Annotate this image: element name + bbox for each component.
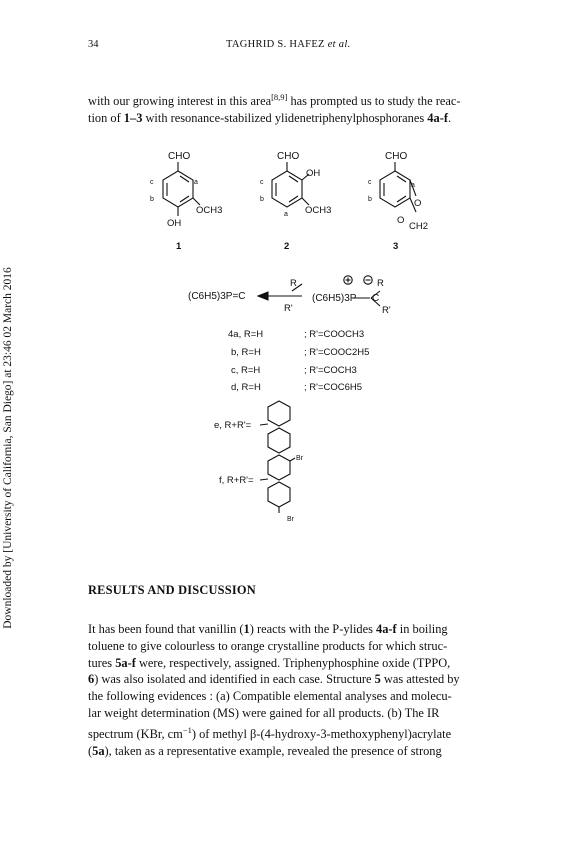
- ylide-left-r: R: [290, 278, 297, 289]
- list-4a-left: 4a, R=H: [228, 329, 264, 340]
- fluorenylidene-structure: [260, 401, 290, 453]
- compound-2-och3: OCH3: [305, 205, 332, 216]
- results-line-2: toluene to give colourless to orange crystalline products for which struc-: [88, 638, 448, 653]
- ylide-left-rprime: R': [284, 303, 293, 314]
- compound-2-structure: [272, 162, 309, 207]
- list-d-left: d, R=H: [231, 382, 261, 393]
- compound-2-oh: OH: [306, 168, 321, 179]
- list-e-label: e, R+R'=: [214, 420, 252, 431]
- ylide-right-rprime: R': [382, 305, 391, 316]
- list-4a-right: ; R'=COOCH3: [304, 329, 365, 340]
- results-line-8: (5a), taken as a representative example, revealed the presence of strong: [88, 743, 442, 758]
- ylide-right-r: R: [377, 278, 384, 289]
- compound-1-number: 1: [176, 241, 182, 252]
- list-b-left: b, R=H: [231, 347, 261, 358]
- dibromo-fluorenylidene-structure: [260, 455, 295, 513]
- running-title-authors: TAGHRID S. HAFEZ: [226, 39, 325, 50]
- bromo-label-bottom: Br: [287, 516, 294, 523]
- list-b-right: ; R'=COOC2H5: [304, 347, 370, 358]
- results-line-4: 6) was also isolated and identified in each case. Structure 5 was attested by: [88, 672, 460, 687]
- compound-1-sub-c: c: [150, 179, 154, 186]
- compound-1-oh: OH: [167, 218, 182, 229]
- results-paragraph: [88, 621, 495, 760]
- intro-line-2: tion of 1–3 with resonance-stabilized ylidenetriphenylphosphoranes 4a-f.: [88, 110, 452, 125]
- compound-1-cho: CHO: [168, 151, 191, 162]
- results-line-6: lar weight determination (MS) were gained for all products. (b) The IR: [88, 705, 440, 720]
- compound-3-number: 3: [393, 241, 399, 252]
- compound-2-sub-b: b: [260, 196, 264, 203]
- section-heading: RESULTS AND DISCUSSION: [88, 583, 256, 597]
- page-number: 34: [88, 39, 99, 50]
- running-title-etal: et al.: [327, 39, 351, 50]
- bromo-label-top: Br: [296, 455, 303, 462]
- results-line-7: spectrum (KBr, $cm^{-1}$) of methyl β-(4-hydroxy-3-methoxyphenyl)acrylate: [88, 724, 452, 741]
- compound-2-cho: CHO: [277, 151, 300, 162]
- compound-1-sub-b: b: [150, 196, 154, 203]
- intro-line-1: with our growing interest in this area[8,9] has prompted us to study the reac-: [88, 92, 461, 109]
- compound-2-sub-a: a: [284, 211, 288, 218]
- compound-3-sub-b: b: [368, 196, 372, 203]
- compound-3-o-upper: O: [414, 198, 422, 209]
- compound-1-sub-a: a: [194, 179, 198, 186]
- ylide-right-carbon: C: [372, 293, 380, 304]
- list-c-right: ; R'=COCH3: [304, 365, 357, 376]
- compound-1-structure: [163, 162, 200, 216]
- reaction-arrow-head: [258, 292, 268, 300]
- compound-3-o-lower: O: [397, 215, 405, 226]
- results-line-5: the following evidences : (a) Compatible elemental analyses and molecu-: [88, 689, 452, 704]
- results-line-1: It has been found that vanillin (1) reacts with the P-ylides 4a-f in boiling: [88, 622, 448, 636]
- compound-3-cho: CHO: [385, 151, 408, 162]
- compound-3-sub-a: a: [411, 182, 415, 189]
- ylide-left-formula: (C6H5)3P=C: [188, 291, 246, 302]
- ylide-right-formula: (C6H5)3P: [312, 293, 357, 304]
- download-note: Downloaded by [University of California, San Diego] at 23:46 02 March 2016: [2, 267, 14, 629]
- compound-2-number: 2: [284, 241, 290, 252]
- compound-2-sub-c: c: [260, 179, 264, 186]
- list-c-left: c, R=H: [231, 365, 261, 376]
- compound-3-ch2: CH2: [409, 221, 429, 232]
- compound-1-och3: OCH3: [196, 205, 223, 216]
- compound-3-sub-c: c: [368, 179, 372, 186]
- list-d-right: ; R'=COC6H5: [304, 382, 363, 393]
- results-line-3: tures 5a-f were, respectively, assigned. Triphenyphosphine oxide (TPPO,: [88, 655, 451, 670]
- list-f-label: f, R+R'=: [219, 475, 254, 486]
